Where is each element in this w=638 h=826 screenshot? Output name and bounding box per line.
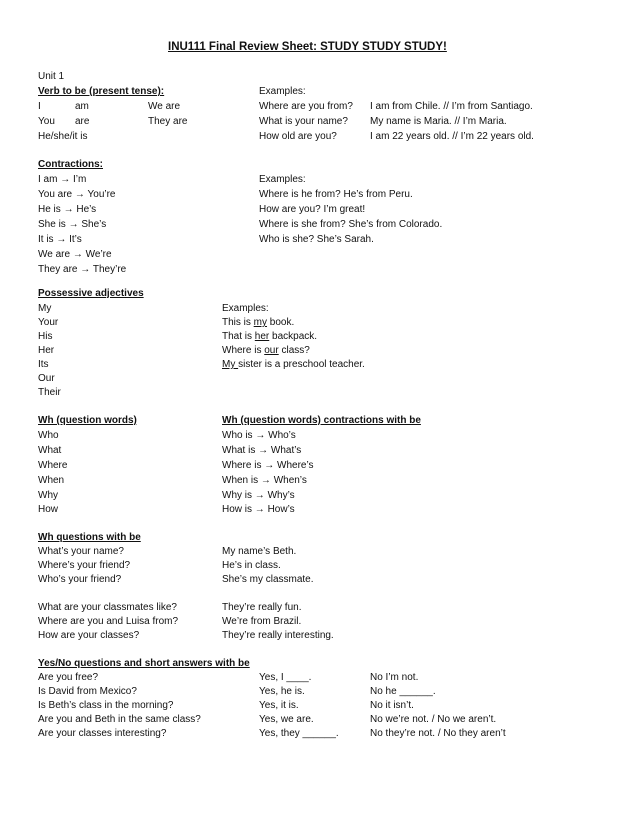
example-sentence: How are you? I’m great!: [259, 204, 366, 215]
wh-question: Where’s your friend?: [38, 560, 131, 571]
arrow-icon: →: [80, 264, 91, 275]
yn-yes: Yes, I ____.: [259, 672, 312, 683]
contraction-item: It is → It’s: [38, 234, 82, 245]
contraction-item: They are → They’re: [38, 264, 127, 275]
yn-yes: Yes, it is.: [259, 700, 299, 711]
wh-answer: We’re from Brazil.: [222, 616, 302, 627]
yn-yes: Yes, we are.: [259, 714, 314, 725]
possessive-example: That is her backpack.: [222, 331, 318, 342]
unit-label: Unit 1: [38, 71, 65, 82]
conj-pronoun: I: [38, 101, 41, 112]
yn-question: Is David from Mexico?: [38, 686, 137, 697]
wh-contraction: Who is → Who’s: [222, 430, 296, 441]
arrow-icon: →: [264, 460, 275, 471]
arrow-icon: →: [254, 504, 265, 515]
wh-questions-heading: Wh questions with be: [38, 532, 141, 543]
wh-question: Who’s your friend?: [38, 574, 122, 585]
yn-question: Are you free?: [38, 672, 99, 683]
example-question: What is your name?: [259, 116, 348, 127]
wh-word: When: [38, 475, 65, 486]
arrow-icon: →: [60, 174, 71, 185]
example-answer: My name is Maria. // I’m Maria.: [370, 116, 507, 127]
example-sentence: Where is he from? He’s from Peru.: [259, 189, 413, 200]
wh-answer: They’re really interesting.: [222, 630, 334, 641]
yn-no: No it isn’t.: [370, 700, 414, 711]
yn-no: No they’re not. / No they aren’t: [370, 728, 506, 739]
example-question: How old are you?: [259, 131, 337, 142]
conj-pronoun: You: [38, 116, 55, 127]
wh-answer: They’re really fun.: [222, 602, 302, 613]
possessive-example: This is my book.: [222, 317, 295, 328]
contraction-item: She is → She’s: [38, 219, 107, 230]
conj-verb: am: [75, 101, 89, 112]
possessive-example: My sister is a preschool teacher.: [222, 359, 365, 370]
arrow-icon: →: [63, 204, 74, 215]
wh-question: What are your classmates like?: [38, 602, 177, 613]
wh-question: How are your classes?: [38, 630, 140, 641]
wh-contraction: How is → How’s: [222, 504, 295, 515]
possessive-item: Its: [38, 359, 49, 370]
wh-contractions-heading: Wh (question words) contractions with be: [222, 415, 421, 426]
wh-word: Where: [38, 460, 68, 471]
arrow-icon: →: [68, 219, 79, 230]
example-sentence: Where is she from? She’s from Colorado.: [259, 219, 443, 230]
yn-question: Is Beth’s class in the morning?: [38, 700, 174, 711]
contractions-heading: Contractions:: [38, 159, 103, 170]
wh-answer: My name’s Beth.: [222, 546, 297, 557]
conj-pronoun: He/she/it is: [38, 131, 88, 142]
arrow-icon: →: [255, 430, 266, 441]
verb-to-be-heading: Verb to be (present tense):: [38, 86, 165, 97]
arrow-icon: →: [260, 475, 271, 486]
contraction-item: I am → I’m: [38, 174, 87, 185]
example-answer: I am from Chile. // I’m from Santiago.: [370, 101, 533, 112]
wh-word: What: [38, 445, 62, 456]
wh-contraction: What is → What’s: [222, 445, 302, 456]
wh-question: What’s your name?: [38, 546, 124, 557]
wh-words-heading: Wh (question words): [38, 415, 137, 426]
wh-contraction: Why is → Why’s: [222, 490, 295, 501]
yn-question: Are your classes interesting?: [38, 728, 167, 739]
wh-answer: He’s in class.: [222, 560, 281, 571]
possessive-item: Our: [38, 373, 55, 384]
contraction-item: He is → He’s: [38, 204, 97, 215]
example-sentence: Who is she? She’s Sarah.: [259, 234, 374, 245]
yn-question: Are you and Beth in the same class?: [38, 714, 201, 725]
yes-no-heading: Yes/No questions and short answers with be: [38, 658, 250, 669]
arrow-icon: →: [254, 490, 265, 501]
yn-yes: Yes, they ______.: [259, 728, 339, 739]
wh-contraction: When is → When’s: [222, 475, 307, 486]
wh-word: How: [38, 504, 59, 515]
conj-plural: They are: [148, 116, 188, 127]
possessive-example: Where is our class?: [222, 345, 310, 356]
example-question: Where are you from?: [259, 101, 353, 112]
yn-no: No we’re not. / No we aren’t.: [370, 714, 497, 725]
possessive-heading: Possessive adjectives: [38, 288, 144, 299]
arrow-icon: →: [74, 189, 85, 200]
conj-verb: are: [75, 116, 90, 127]
contraction-item: We are → We’re: [38, 249, 112, 260]
examples-label: Examples:: [259, 86, 306, 97]
wh-contraction: Where is → Where’s: [222, 460, 314, 471]
conj-plural: We are: [148, 101, 181, 112]
examples-label: Examples:: [222, 303, 269, 314]
example-answer: I am 22 years old. // I’m 22 years old.: [370, 131, 534, 142]
yn-no: No I’m not.: [370, 672, 419, 683]
wh-answer: She’s my classmate.: [222, 574, 314, 585]
yn-no: No he ______.: [370, 686, 436, 697]
examples-label: Examples:: [259, 174, 306, 185]
page-title: INU111 Final Review Sheet: STUDY STUDY STUDY!: [168, 41, 447, 53]
possessive-item: My: [38, 303, 52, 314]
arrow-icon: →: [258, 445, 269, 456]
yn-yes: Yes, he is.: [259, 686, 305, 697]
arrow-icon: →: [56, 234, 67, 245]
wh-word: Why: [38, 490, 58, 501]
possessive-item: Their: [38, 387, 61, 398]
possessive-item: His: [38, 331, 53, 342]
arrow-icon: →: [72, 249, 83, 260]
wh-word: Who: [38, 430, 59, 441]
contraction-item: You are → You’re: [38, 189, 116, 200]
possessive-item: Your: [38, 317, 59, 328]
wh-question: Where are you and Luisa from?: [38, 616, 179, 627]
possessive-item: Her: [38, 345, 55, 356]
